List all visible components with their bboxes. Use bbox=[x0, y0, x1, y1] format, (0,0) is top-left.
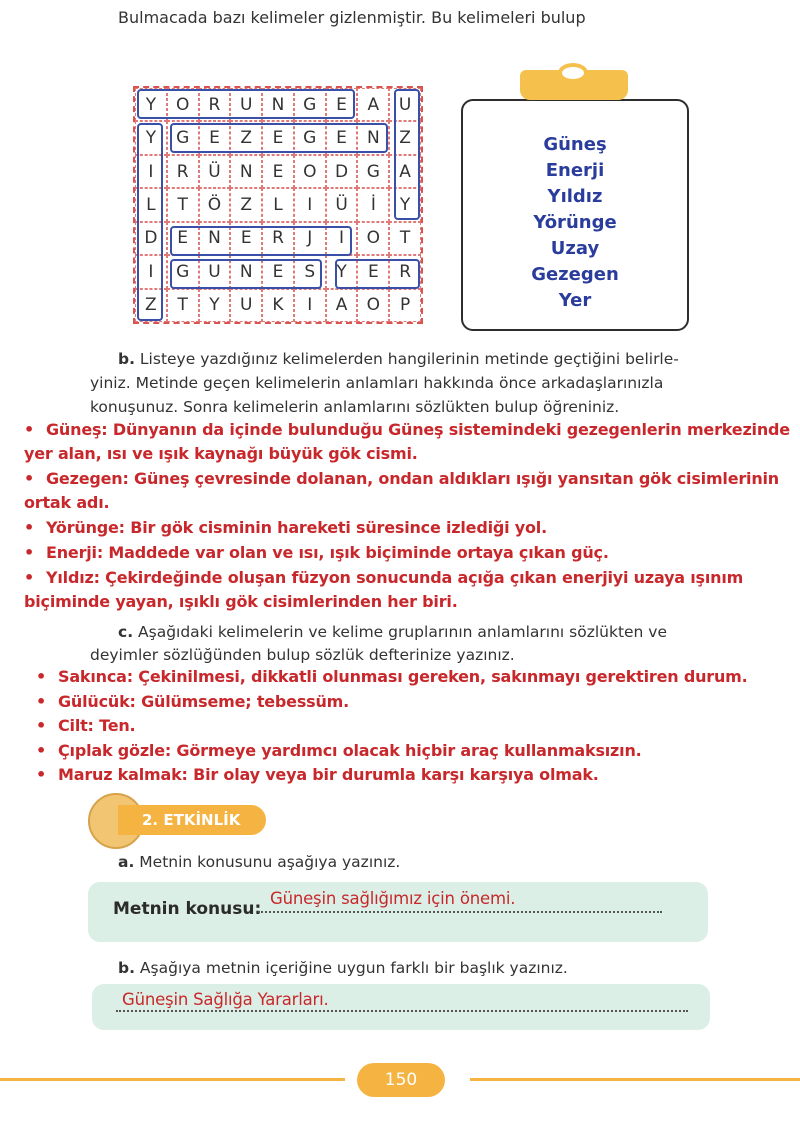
title-answer: Güneşin Sağlığa Yararları. bbox=[122, 990, 329, 1009]
answer-ciplak-gozle: • Çıplak gözle: Görmeye yardımcı olacak hiçbir araç kullanmaksızın. bbox=[36, 741, 642, 760]
grid-cell: Ö bbox=[199, 188, 231, 221]
grid-cell: N bbox=[230, 255, 262, 288]
grid-cell: D bbox=[326, 155, 358, 188]
grid-cell: İ bbox=[357, 188, 389, 221]
grid-cell: I bbox=[135, 255, 167, 288]
grid-cell: S bbox=[294, 255, 326, 288]
grid-cell: E bbox=[167, 222, 199, 255]
word-list-item: Uzay bbox=[550, 238, 600, 259]
grid-cell: R bbox=[262, 222, 294, 255]
answer-cilt: • Cilt: Ten. bbox=[36, 716, 136, 735]
grid-cell: U bbox=[230, 88, 262, 121]
grid-cell: N bbox=[262, 88, 294, 121]
answer-gezegen: • Gezegen: Güneş çevresinde dolanan, ondan aldıkları ışığı yansıtan gök cisimlerinin bbox=[24, 469, 779, 488]
section-b-line-1: b. Listeye yazdığınız kelimelerden hangilerinin metinde geçtiğini belirle- bbox=[118, 350, 679, 368]
grid-cell: Ü bbox=[326, 188, 358, 221]
grid-cell: R bbox=[167, 155, 199, 188]
grid-cell: E bbox=[326, 121, 358, 154]
grid-cell: E bbox=[357, 255, 389, 288]
word-list-item: Gezegen bbox=[531, 264, 619, 285]
grid-cell: E bbox=[199, 121, 231, 154]
answer-yildiz-cont: biçiminde yayan, ışıklı gök cisimlerinden her biri. bbox=[24, 592, 458, 611]
grid-cell: Y bbox=[326, 255, 358, 288]
word-list-item: Güneş bbox=[543, 134, 607, 155]
grid-cell: O bbox=[294, 155, 326, 188]
grid-cell: G bbox=[357, 155, 389, 188]
footer-line-right bbox=[470, 1078, 800, 1081]
grid-cell: I bbox=[135, 155, 167, 188]
grid-cell: I bbox=[294, 289, 326, 322]
grid-cell: Z bbox=[230, 121, 262, 154]
grid-cell: T bbox=[167, 188, 199, 221]
grid-cell: E bbox=[262, 121, 294, 154]
answer-yorunge: • Yörünge: Bir gök cisminin hareketi süresince izlediği yol. bbox=[24, 518, 547, 537]
grid-cell: G bbox=[167, 255, 199, 288]
grid-cell: R bbox=[389, 255, 421, 288]
grid-cell: Ü bbox=[199, 155, 231, 188]
grid-cell: O bbox=[357, 222, 389, 255]
grid-cell: K bbox=[262, 289, 294, 322]
grid-cell: N bbox=[199, 222, 231, 255]
grid-cell: T bbox=[389, 222, 421, 255]
grid-cell: G bbox=[294, 121, 326, 154]
word-list-item: Yıldız bbox=[547, 186, 603, 207]
answer-enerji: • Enerji: Maddede var olan ve ısı, ışık biçiminde ortaya çıkan güç. bbox=[24, 543, 609, 562]
grid-cell: Z bbox=[389, 121, 421, 154]
answer-gunes-cont: yer alan, ısı ve ışık kaynağı büyük gök cismi. bbox=[24, 444, 418, 463]
grid-cell: U bbox=[199, 255, 231, 288]
grid-cell: N bbox=[230, 155, 262, 188]
grid-cell: Y bbox=[389, 188, 421, 221]
grid-cell: R bbox=[199, 88, 231, 121]
answer-gulucuk: • Gülücük: Gülümseme; tebessüm. bbox=[36, 692, 350, 711]
section-c-line-2: deyimler sözlüğünden bulup sözlük defterinize yazınız. bbox=[90, 646, 515, 664]
answer-maruz-kalmak: • Maruz kalmak: Bir olay veya bir durumla karşı karşıya olmak. bbox=[36, 765, 599, 784]
word-list-item: Enerji bbox=[545, 160, 605, 181]
grid-cell: G bbox=[294, 88, 326, 121]
footer-line-left bbox=[0, 1078, 345, 1081]
grid-cell: G bbox=[167, 121, 199, 154]
grid-cell: L bbox=[135, 188, 167, 221]
grid-cell: I bbox=[326, 222, 358, 255]
word-list-item: Yörünge bbox=[533, 212, 617, 233]
grid-cell: Z bbox=[230, 188, 262, 221]
answer-sakinca: • Sakınca: Çekinilmesi, dikkatli olunması gereken, sakınmayı gerektiren durum. bbox=[36, 667, 748, 686]
answer-yildiz: • Yıldız: Çekirdeğinde oluşan füzyon sonucunda açığa çıkan enerjiyi uzaya ışınım bbox=[24, 568, 744, 587]
intro-text: Bulmacada bazı kelimeler gizlenmiştir. Bu kelimeleri bulup bbox=[118, 8, 586, 27]
topic-label: Metnin konusu: bbox=[113, 899, 262, 919]
grid-cell: P bbox=[389, 289, 421, 322]
grid-cell: E bbox=[230, 222, 262, 255]
grid-cell: I bbox=[294, 188, 326, 221]
word-list-item: Yer bbox=[558, 290, 592, 311]
grid-cell: O bbox=[167, 88, 199, 121]
section-b-line-2: yiniz. Metinde geçen kelimelerin anlamları hakkında önce arkadaşlarınızla bbox=[90, 374, 664, 392]
grid-cell: L bbox=[262, 188, 294, 221]
topic-answer-line[interactable] bbox=[258, 911, 662, 913]
grid-cell: U bbox=[389, 88, 421, 121]
grid-cell: N bbox=[357, 121, 389, 154]
section-c-line-1: c. Aşağıdaki kelimelerin ve kelime gruplarının anlamlarını sözlükten ve bbox=[118, 623, 668, 641]
grid-cell: Y bbox=[135, 88, 167, 121]
grid-cell: E bbox=[262, 155, 294, 188]
activity-b-prompt: b. Aşağıya metnin içeriğine uygun farklı bir başlık yazınız. bbox=[118, 959, 568, 977]
topic-answer: Güneşin sağlığımız için önemi. bbox=[270, 889, 516, 908]
grid-cell: Y bbox=[135, 121, 167, 154]
grid-cell: Z bbox=[135, 289, 167, 322]
page-number: 150 bbox=[357, 1063, 445, 1097]
grid-cell: U bbox=[230, 289, 262, 322]
grid-cell: A bbox=[326, 289, 358, 322]
grid-cell: D bbox=[135, 222, 167, 255]
section-b-line-3: konuşunuz. Sonra kelimelerin anlamlarını sözlükten bulup öğreniniz. bbox=[90, 398, 620, 416]
answer-gezegen-cont: ortak adı. bbox=[24, 493, 110, 512]
word-search-grid bbox=[133, 86, 423, 324]
grid-cell: O bbox=[357, 289, 389, 322]
grid-cell: E bbox=[262, 255, 294, 288]
grid-cell: Y bbox=[199, 289, 231, 322]
grid-cell: J bbox=[294, 222, 326, 255]
clipboard-ring bbox=[558, 63, 588, 83]
activity-a-prompt: a. Metnin konusunu aşağıya yazınız. bbox=[118, 853, 401, 871]
answer-gunes: • Güneş: Dünyanın da içinde bulunduğu Güneş sistemindeki gezegenlerin merkezinde bbox=[24, 420, 790, 439]
grid-cell: A bbox=[389, 155, 421, 188]
grid-cell: A bbox=[357, 88, 389, 121]
grid-cell: E bbox=[326, 88, 358, 121]
grid-cell: T bbox=[167, 289, 199, 322]
word-list bbox=[461, 132, 689, 314]
activity-badge: 2. ETKİNLİK bbox=[118, 805, 266, 835]
